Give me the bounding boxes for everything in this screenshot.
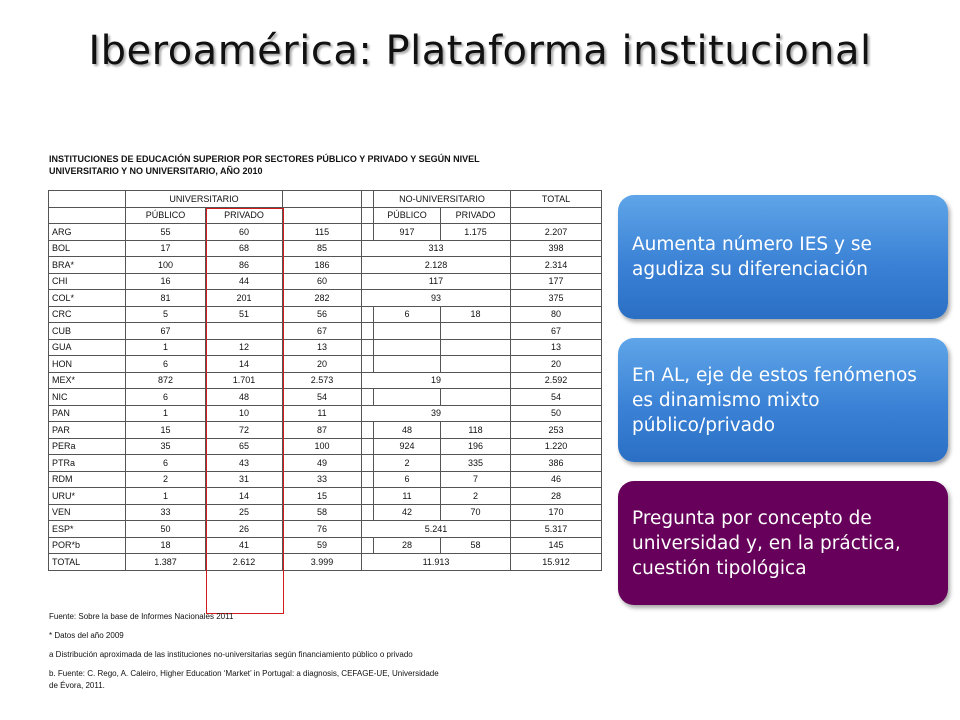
cell-universitario-total: 15 xyxy=(283,488,362,505)
cell-no-universitario-publico: 917 xyxy=(374,224,441,241)
cell-universitario-privado: 12 xyxy=(206,339,283,356)
cell-total: 80 xyxy=(511,306,602,323)
cell-universitario-total: 58 xyxy=(283,504,362,521)
table-row xyxy=(49,521,602,538)
cell-country: BOL xyxy=(49,240,126,257)
header-privado: PRIVADO xyxy=(206,207,283,224)
cell-universitario-privado: 86 xyxy=(206,257,283,274)
cell-no-universitario-publico: 2 xyxy=(374,455,441,472)
cell-no-universitario-merged: 313 xyxy=(362,240,511,257)
cell-no-universitario-publico: 924 xyxy=(374,438,441,455)
cell-universitario-privado: 68 xyxy=(206,240,283,257)
cell-universitario-publico: 1 xyxy=(126,488,206,505)
cell-total: 15.912 xyxy=(511,554,602,571)
cell-no-universitario-privado xyxy=(441,356,511,373)
table-row xyxy=(49,438,602,455)
cell-total: 2.207 xyxy=(511,224,602,241)
header-blank-cell xyxy=(362,191,374,208)
cell-no-universitario-merged: 93 xyxy=(362,290,511,307)
cell-universitario-publico: 6 xyxy=(126,389,206,406)
cell-country: PERa xyxy=(49,438,126,455)
table-row xyxy=(49,306,602,323)
header-no-universitario: NO-UNIVERSITARIO xyxy=(374,191,511,208)
cell-universitario-privado: 44 xyxy=(206,273,283,290)
slide-title: Iberoamérica: Plataforma institucional xyxy=(88,28,872,74)
cell-spacer xyxy=(362,323,374,340)
cell-no-universitario-merged: 11.913 xyxy=(362,554,511,571)
cell-no-universitario-privado: 1.175 xyxy=(441,224,511,241)
cell-no-universitario-publico xyxy=(374,389,441,406)
cell-spacer xyxy=(362,488,374,505)
cell-universitario-publico: 1 xyxy=(126,405,206,422)
cell-country: VEN xyxy=(49,504,126,521)
header-publico: PÚBLICO xyxy=(126,207,206,224)
cell-universitario-total: 100 xyxy=(283,438,362,455)
cell-universitario-publico: 15 xyxy=(126,422,206,439)
cell-universitario-publico: 16 xyxy=(126,273,206,290)
cell-universitario-publico: 67 xyxy=(126,323,206,340)
cell-no-universitario-publico: 48 xyxy=(374,422,441,439)
table-row xyxy=(49,488,602,505)
cell-no-universitario-publico xyxy=(374,356,441,373)
cell-universitario-privado: 31 xyxy=(206,471,283,488)
table-row xyxy=(49,455,602,472)
cell-no-universitario-privado: 70 xyxy=(441,504,511,521)
cell-no-universitario-merged: 39 xyxy=(362,405,511,422)
cell-universitario-publico: 17 xyxy=(126,240,206,257)
cell-country: ESP* xyxy=(49,521,126,538)
table-title xyxy=(49,153,601,177)
cell-universitario-privado: 1.701 xyxy=(206,372,283,389)
cell-spacer xyxy=(362,537,374,554)
table-row xyxy=(49,224,602,241)
cell-total: 2.592 xyxy=(511,372,602,389)
header-blank-cell xyxy=(49,207,126,224)
cell-universitario-publico: 6 xyxy=(126,356,206,373)
cell-universitario-publico: 2 xyxy=(126,471,206,488)
header-blank-cell xyxy=(283,207,362,224)
cell-total: 28 xyxy=(511,488,602,505)
cell-spacer xyxy=(362,504,374,521)
cell-no-universitario-privado: 2 xyxy=(441,488,511,505)
cell-spacer xyxy=(362,224,374,241)
cell-no-universitario-publico: 28 xyxy=(374,537,441,554)
cell-total: 2.314 xyxy=(511,257,602,274)
table-row xyxy=(49,323,602,340)
table-row xyxy=(49,339,602,356)
note-a: a Distribución aproximada de las instituciones no-universitarias según financiamiento público o privado xyxy=(49,650,413,659)
table-row xyxy=(49,471,602,488)
cell-total: 54 xyxy=(511,389,602,406)
cell-total: 177 xyxy=(511,273,602,290)
cell-universitario-privado: 26 xyxy=(206,521,283,538)
cell-universitario-total: 2.573 xyxy=(283,372,362,389)
cell-universitario-total: 13 xyxy=(283,339,362,356)
cell-country: HON xyxy=(49,356,126,373)
cell-no-universitario-privado: 335 xyxy=(441,455,511,472)
cell-universitario-publico: 6 xyxy=(126,455,206,472)
cell-universitario-privado xyxy=(206,323,283,340)
table-row xyxy=(49,504,602,521)
table-row xyxy=(49,240,602,257)
table-row xyxy=(49,356,602,373)
cell-no-universitario-merged: 19 xyxy=(362,372,511,389)
cell-no-universitario-privado: 196 xyxy=(441,438,511,455)
cell-total: 13 xyxy=(511,339,602,356)
cell-universitario-privado: 72 xyxy=(206,422,283,439)
cell-total: 20 xyxy=(511,356,602,373)
table-row xyxy=(49,389,602,406)
cell-spacer xyxy=(362,438,374,455)
cell-total: 398 xyxy=(511,240,602,257)
table-row xyxy=(49,273,602,290)
cell-universitario-total: 282 xyxy=(283,290,362,307)
cell-no-universitario-publico: 6 xyxy=(374,471,441,488)
cell-universitario-publico: 81 xyxy=(126,290,206,307)
cell-total: 386 xyxy=(511,455,602,472)
cell-no-universitario-privado: 58 xyxy=(441,537,511,554)
note-b-line-2: de Évora, 2011. xyxy=(49,681,105,690)
callout-text: En AL, eje de estos fenómenos es dinamismo mixto público/privado xyxy=(632,364,917,436)
header-privado-nu: PRIVADO xyxy=(441,207,511,224)
cell-no-universitario-publico xyxy=(374,323,441,340)
institutions-table-panel xyxy=(40,148,610,708)
cell-no-universitario-privado: 7 xyxy=(441,471,511,488)
cell-universitario-publico: 100 xyxy=(126,257,206,274)
cell-no-universitario-publico: 42 xyxy=(374,504,441,521)
cell-total: 67 xyxy=(511,323,602,340)
cell-universitario-total: 20 xyxy=(283,356,362,373)
cell-universitario-publico: 1 xyxy=(126,339,206,356)
cell-universitario-total: 59 xyxy=(283,537,362,554)
header-blank-cell xyxy=(511,207,602,224)
callout-ies-growth xyxy=(618,195,948,319)
cell-total: 1.220 xyxy=(511,438,602,455)
cell-country: CRC xyxy=(49,306,126,323)
cell-no-universitario-privado xyxy=(441,389,511,406)
cell-universitario-privado: 25 xyxy=(206,504,283,521)
cell-no-universitario-privado: 118 xyxy=(441,422,511,439)
cell-universitario-privado: 65 xyxy=(206,438,283,455)
header-publico-nu: PÚBLICO xyxy=(374,207,441,224)
cell-universitario-publico: 18 xyxy=(126,537,206,554)
header-total: TOTAL xyxy=(511,191,602,208)
cell-spacer xyxy=(362,389,374,406)
cell-universitario-publico: 55 xyxy=(126,224,206,241)
cell-spacer xyxy=(362,356,374,373)
cell-universitario-total: 67 xyxy=(283,323,362,340)
cell-universitario-publico: 872 xyxy=(126,372,206,389)
cell-universitario-privado: 14 xyxy=(206,356,283,373)
cell-country: MEX* xyxy=(49,372,126,389)
cell-total: 170 xyxy=(511,504,602,521)
cell-universitario-publico: 33 xyxy=(126,504,206,521)
cell-universitario-privado: 43 xyxy=(206,455,283,472)
cell-universitario-total: 186 xyxy=(283,257,362,274)
cell-country: COL* xyxy=(49,290,126,307)
callout-text: Pregunta por concepto de universidad y, en la práctica, cuestión tipológica xyxy=(632,507,901,579)
cell-country: PAR xyxy=(49,422,126,439)
table-row xyxy=(49,257,602,274)
cell-spacer xyxy=(362,339,374,356)
cell-country: CUB xyxy=(49,323,126,340)
cell-universitario-publico: 50 xyxy=(126,521,206,538)
cell-universitario-privado: 2.612 xyxy=(206,554,283,571)
cell-total: 145 xyxy=(511,537,602,554)
cell-country: RDM xyxy=(49,471,126,488)
table-row xyxy=(49,372,602,389)
cell-universitario-publico: 5 xyxy=(126,306,206,323)
callout-public-private-dynamism xyxy=(618,338,948,462)
note-source: Fuente: Sobre la base de Informes Nacionales 2011 xyxy=(49,612,234,621)
cell-universitario-publico: 1.387 xyxy=(126,554,206,571)
table-row xyxy=(49,405,602,422)
cell-total: 50 xyxy=(511,405,602,422)
note-asterisk: * Datos del año 2009 xyxy=(49,631,124,640)
cell-universitario-privado: 51 xyxy=(206,306,283,323)
header-blank-cell xyxy=(362,207,374,224)
cell-total: 5.317 xyxy=(511,521,602,538)
cell-country: POR*b xyxy=(49,537,126,554)
cell-total: 253 xyxy=(511,422,602,439)
institutions-table xyxy=(48,190,602,571)
cell-universitario-privado: 60 xyxy=(206,224,283,241)
cell-no-universitario-merged: 5.241 xyxy=(362,521,511,538)
table-row xyxy=(49,290,602,307)
callout-text: Aumenta número IES y se agudiza su diferenciación xyxy=(632,234,872,280)
cell-universitario-total: 49 xyxy=(283,455,362,472)
cell-universitario-total: 87 xyxy=(283,422,362,439)
cell-universitario-privado: 201 xyxy=(206,290,283,307)
cell-country: NIC xyxy=(49,389,126,406)
cell-no-universitario-privado: 18 xyxy=(441,306,511,323)
cell-no-universitario-merged: 117 xyxy=(362,273,511,290)
cell-universitario-total: 54 xyxy=(283,389,362,406)
cell-country: PTRa xyxy=(49,455,126,472)
cell-no-universitario-publico: 6 xyxy=(374,306,441,323)
callout-university-concept xyxy=(618,481,948,605)
cell-country: URU* xyxy=(49,488,126,505)
table-notes xyxy=(49,612,529,700)
cell-total: 375 xyxy=(511,290,602,307)
cell-universitario-total: 56 xyxy=(283,306,362,323)
note-b-line-1: b. Fuente: C. Rego, A. Caleiro, Higher Education ‘Market’ in Portugal: a diagnosis, CEFAGE-UE, Universidade xyxy=(49,669,439,678)
cell-universitario-total: 115 xyxy=(283,224,362,241)
cell-no-universitario-publico: 11 xyxy=(374,488,441,505)
cell-universitario-total: 60 xyxy=(283,273,362,290)
cell-universitario-privado: 41 xyxy=(206,537,283,554)
cell-no-universitario-privado xyxy=(441,323,511,340)
cell-universitario-privado: 10 xyxy=(206,405,283,422)
cell-universitario-publico: 35 xyxy=(126,438,206,455)
table-row xyxy=(49,537,602,554)
cell-no-universitario-privado xyxy=(441,339,511,356)
header-blank-cell xyxy=(49,191,126,208)
cell-spacer xyxy=(362,471,374,488)
cell-total: 46 xyxy=(511,471,602,488)
table-title-line-1: INSTITUCIONES DE EDUCACIÓN SUPERIOR POR SECTORES PÚBLICO Y PRIVADO Y SEGÚN NIVEL xyxy=(49,154,480,164)
cell-country: TOTAL xyxy=(49,554,126,571)
table-row xyxy=(49,554,602,571)
table-header-column-row xyxy=(49,207,602,224)
cell-universitario-total: 11 xyxy=(283,405,362,422)
cell-universitario-privado: 14 xyxy=(206,488,283,505)
cell-universitario-total: 85 xyxy=(283,240,362,257)
cell-country: GUA xyxy=(49,339,126,356)
cell-country: ARG xyxy=(49,224,126,241)
cell-country: BRA* xyxy=(49,257,126,274)
header-universitario: UNIVERSITARIO xyxy=(126,191,283,208)
table-title-line-2: UNIVERSITARIO Y NO UNIVERSITARIO, AÑO 2010 xyxy=(49,166,263,176)
table-row xyxy=(49,422,602,439)
cell-spacer xyxy=(362,422,374,439)
cell-universitario-privado: 48 xyxy=(206,389,283,406)
cell-spacer xyxy=(362,306,374,323)
cell-universitario-total: 76 xyxy=(283,521,362,538)
table-header-group-row xyxy=(49,191,602,208)
cell-no-universitario-merged: 2.128 xyxy=(362,257,511,274)
cell-country: PAN xyxy=(49,405,126,422)
cell-universitario-total: 33 xyxy=(283,471,362,488)
cell-universitario-total: 3.999 xyxy=(283,554,362,571)
cell-no-universitario-publico xyxy=(374,339,441,356)
cell-spacer xyxy=(362,455,374,472)
cell-country: CHI xyxy=(49,273,126,290)
header-blank-cell xyxy=(283,191,362,208)
